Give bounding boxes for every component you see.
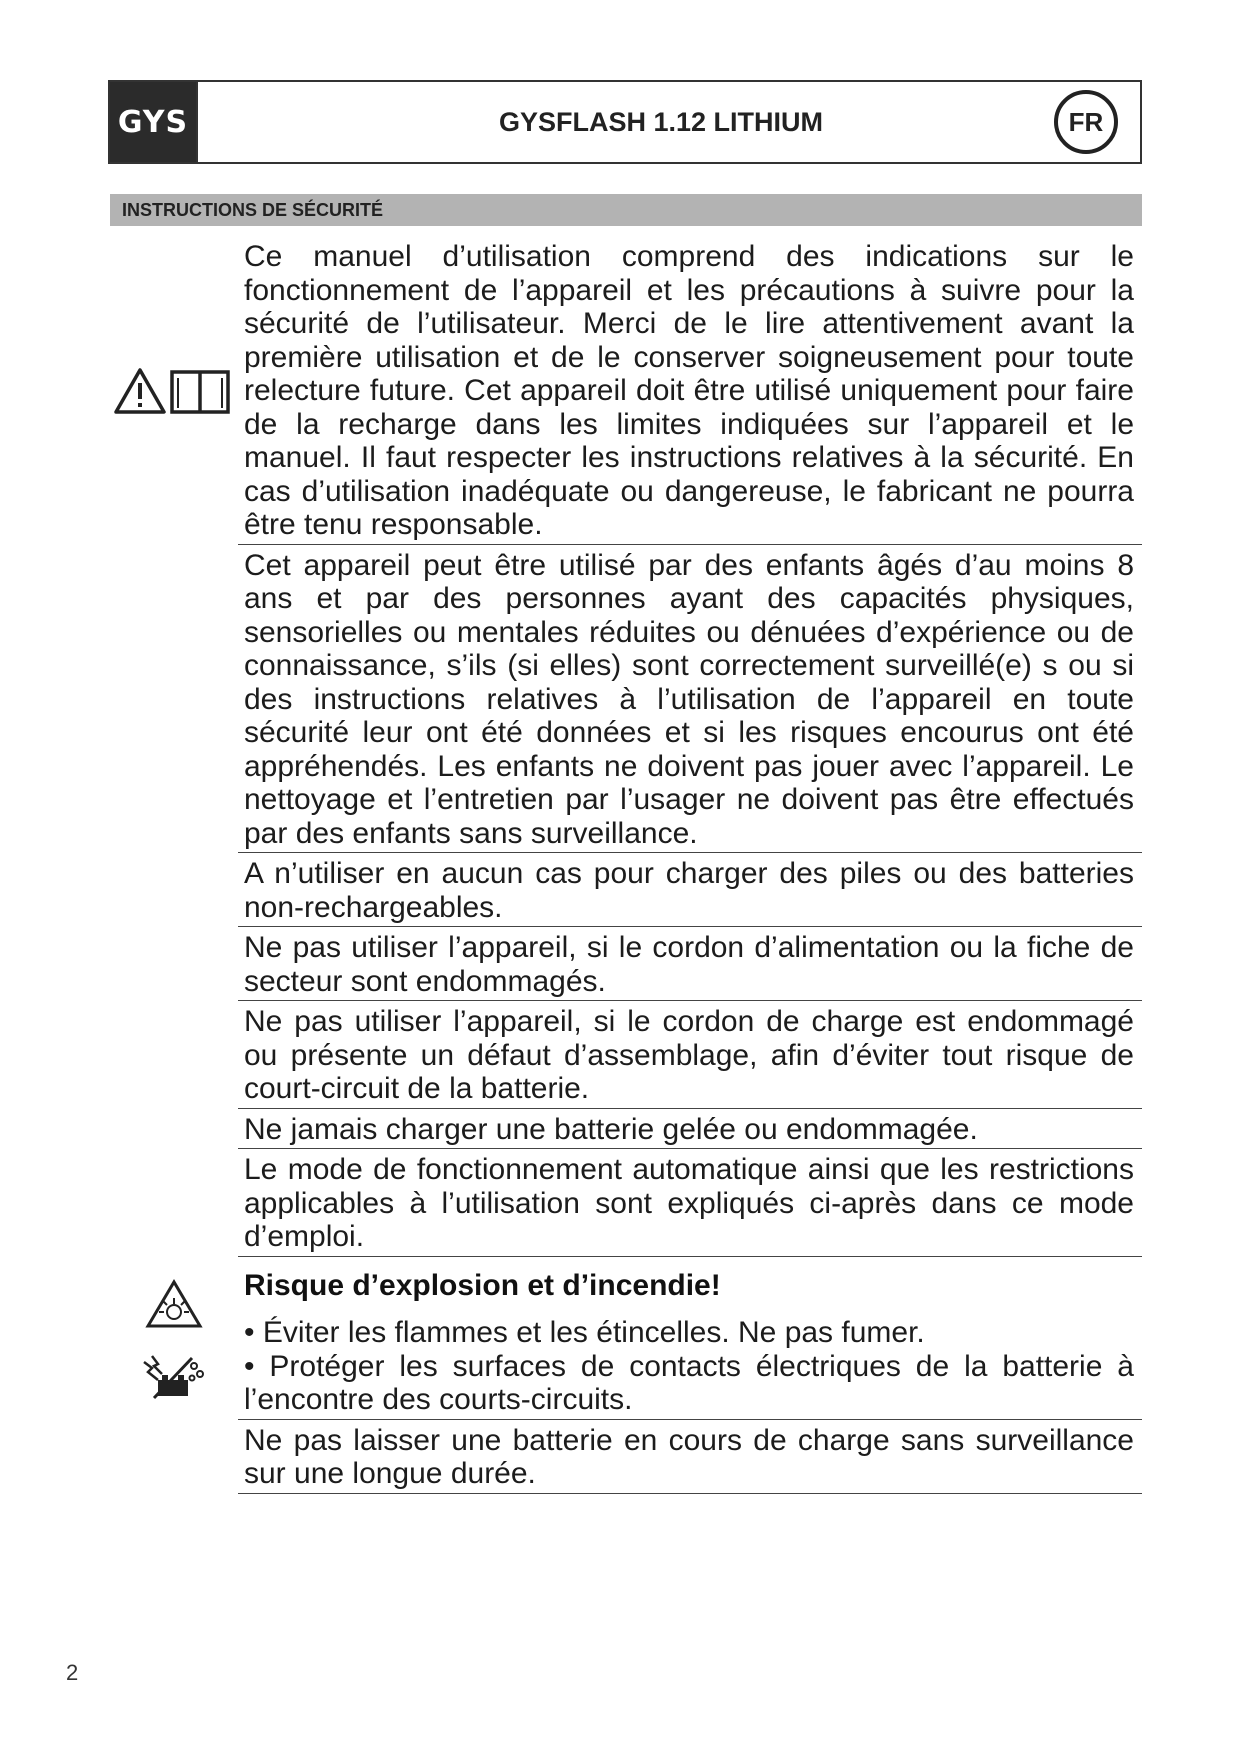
- logo-text: GYS: [117, 104, 189, 140]
- page-number: 2: [66, 1660, 79, 1685]
- warning-read-manual-icon: [112, 364, 232, 416]
- bullet-flames: • Éviter les flammes et les étincelles. Ne pas fumer.: [244, 1316, 925, 1349]
- gys-logo: [110, 82, 198, 162]
- no-flame-spark-icon: [140, 1352, 206, 1400]
- paragraph-automatic-mode: Le mode de fonctionnement automatique ainsi que les restrictions applicables à l’utilisation sont expliqués ci-après dans ce mode d’emploi.: [238, 1149, 1142, 1257]
- document-title: GYSFLASH 1.12 LITHIUM: [498, 106, 824, 137]
- safety-instructions: [238, 236, 1142, 1494]
- explosion-heading: Risque d’explosion et d’incendie!: [244, 1268, 721, 1302]
- paragraph-manual-usage: Ce manuel d’utilisation comprend des indications sur le fonctionnement de l’appareil et les précautions à suivre pour la sécurité de l’utilisateur. Merci de le lire attentivement avant la première utilisation et de le conserver soigneusement pour toute relecture future. Cet appareil doit être utilisé uniquement pour faire de la recharge dans les limites indiquées sur l’appareil et le manuel. Il faut respecter les instructions relatives à la sécurité. En cas d’utilisation inadéquate ou dangereuse, le fabricant ne pourra être tenu responsable.: [238, 236, 1142, 545]
- paragraph-charge-cord: Ne pas utiliser l’appareil, si le cordon de charge est endommagé ou présente un défaut d’assemblage, afin d’éviter tout risque de court-circuit de la batterie.: [238, 1001, 1142, 1109]
- section-title: INSTRUCTIONS DE SÉCURITÉ: [110, 194, 1142, 226]
- bullet-short-circuit: • Protéger les surfaces de contacts électriques de la batterie à l’encontre des courts-circuits.: [244, 1349, 1134, 1416]
- paragraph-children-use: Cet appareil peut être utilisé par des enfants âgés d’au moins 8 ans et par des personnes ayant des capacités physiques, sensorielles ou mentales réduites ou dénuées d’expérience ou de connaissance, s’ils (si elles) sont correctement surveillé(e) s ou si des instructions relatives à l’utilisation de l’appareil en toute sécurité leur ont été données et si les risques encourus ont été appréhendés. Les enfants ne doivent pas jouer avec l’appareil. Le nettoyage et l’entretien par l’usager ne doivent pas être effectués par des enfants sans surveillance.: [238, 545, 1142, 854]
- paragraph-non-rechargeable: A n’utiliser en aucun cas pour charger des piles ou des batteries non-rechargeables.: [238, 853, 1142, 927]
- language-badge: FR: [1054, 90, 1118, 154]
- paragraph-frozen-battery: Ne jamais charger une batterie gelée ou endommagée.: [238, 1109, 1142, 1150]
- document-header: [108, 80, 1142, 164]
- explosion-warning-icon: [144, 1278, 204, 1330]
- explosion-risk-section: [238, 1269, 1142, 1420]
- paragraph-power-cord: Ne pas utiliser l’appareil, si le cordon d’alimentation ou la fiche de secteur sont endommagés.: [238, 927, 1142, 1001]
- paragraph-supervision: Ne pas laisser une batterie en cours de charge sans surveillance sur une longue durée.: [238, 1420, 1142, 1494]
